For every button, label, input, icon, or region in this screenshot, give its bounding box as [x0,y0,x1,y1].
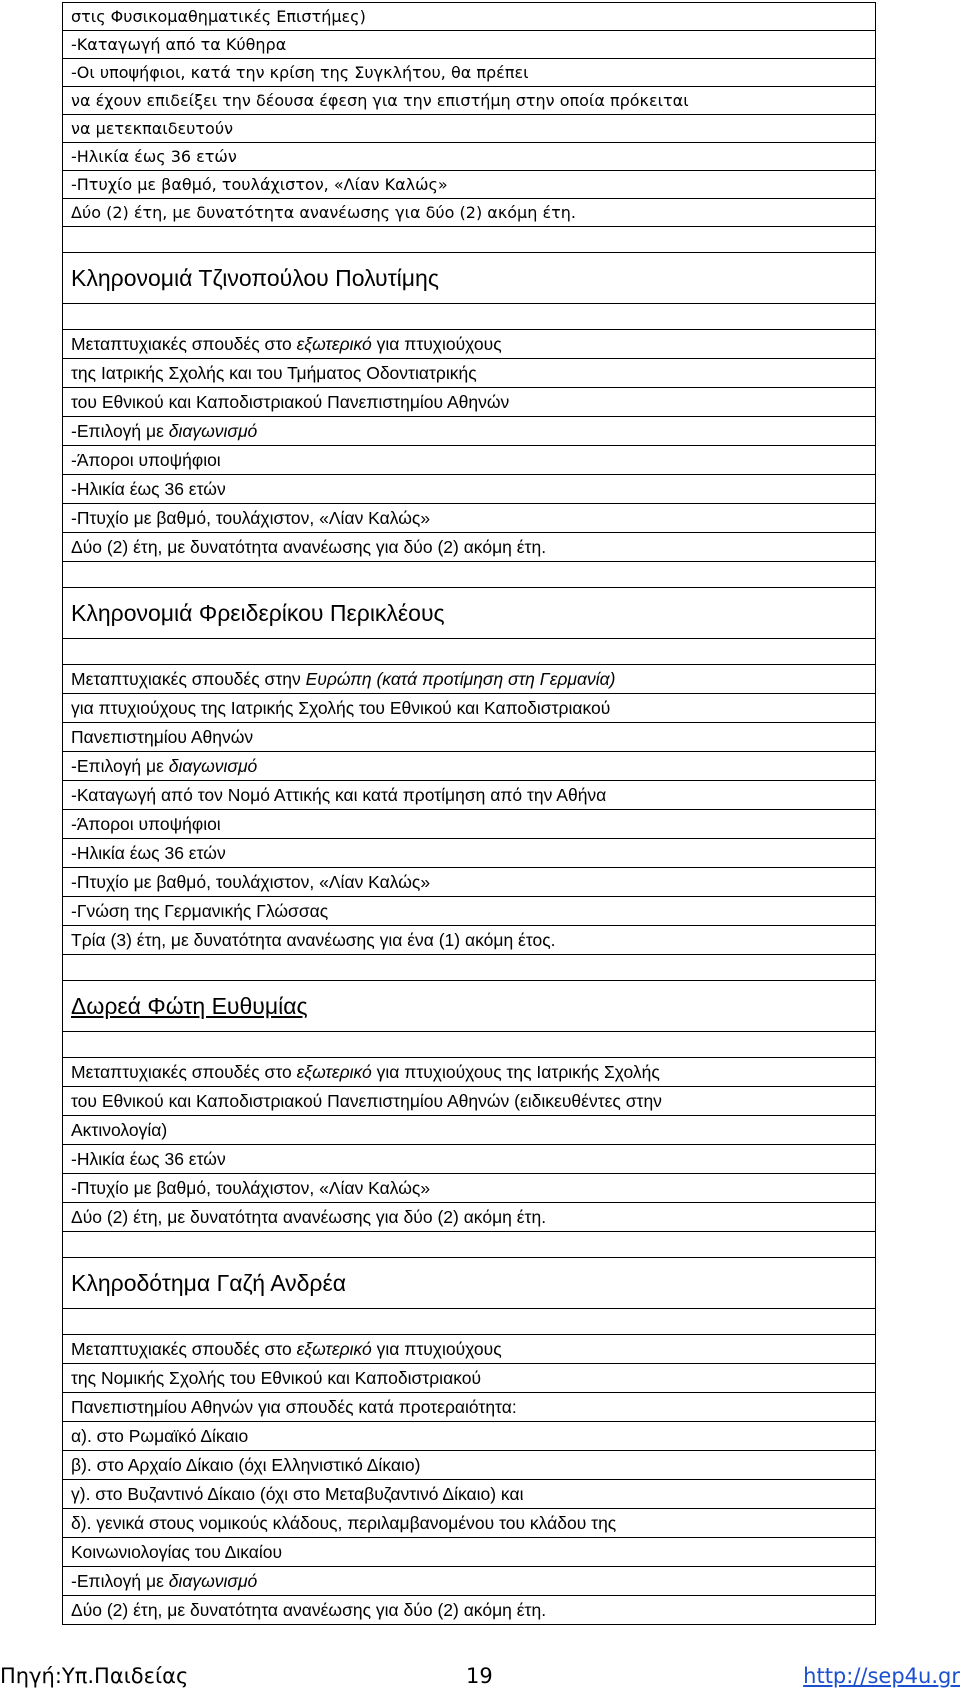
text-row: Ακτινολογία) [63,1116,875,1145]
text-row: του Εθνικού και Καποδιστριακού Πανεπιστημίου Αθηνών [63,388,875,417]
empty-row [63,955,875,981]
text-row: -Γνώση της Γερμανικής Γλώσσας [63,897,875,926]
text-row: Κοινωνιολογίας του Δικαίου [63,1538,875,1567]
page-number: 19 [466,1664,493,1688]
section-title: Κληρονομιά Τζινοπούλου Πολυτίμης [63,253,875,304]
text-row: Μεταπτυχιακές σπουδές στο εξωτερικό για πτυχιούχους [63,330,875,359]
text-row: -Πτυχίο με βαθμό, τουλάχιστον, «Λίαν Καλώς» [63,171,875,199]
empty-row [63,1232,875,1258]
text-row: -Οι υποψήφιοι, κατά την κρίση της Συγκλήτου, θα πρέπει [63,59,875,87]
empty-row [63,639,875,665]
text-row: α). στο Ρωμαϊκό Δίκαιο [63,1422,875,1451]
text-row: Δύο (2) έτη, με δυνατότητα ανανέωσης για δύο (2) ακόμη έτη. [63,1203,875,1232]
empty-row [63,304,875,330]
text-row: για πτυχιούχους της Ιατρικής Σχολής του Εθνικού και Καποδιστριακού [63,694,875,723]
section-title: Δωρεά Φώτη Ευθυμίας [63,981,875,1032]
section-title: Κληροδότημα Γαζή Ανδρέα [63,1258,875,1309]
text-row: να έχουν επιδείξει την δέουσα έφεση για την επιστήμη στην οποία πρόκειται [63,87,875,115]
empty-row [63,562,875,588]
empty-row [63,1032,875,1058]
text-row: -Ηλικία έως 36 ετών [63,839,875,868]
text-row: Μεταπτυχιακές σπουδές στο εξωτερικό για πτυχιούχους της Ιατρικής Σχολής [63,1058,875,1087]
text-row: -Πτυχίο με βαθμό, τουλάχιστον, «Λίαν Καλώς» [63,868,875,897]
text-row: -Πτυχίο με βαθμό, τουλάχιστον, «Λίαν Καλώς» [63,1174,875,1203]
text-row: στις Φυσικομαθηματικές Επιστήμες) [63,3,875,31]
text-row: -Επιλογή με διαγωνισμό [63,752,875,781]
empty-row [63,1309,875,1335]
text-row: δ). γενικά στους νομικούς κλάδους, περιλαμβανομένου του κλάδου της [63,1509,875,1538]
footer-source: Πηγή:Υπ.Παιδείας [0,1664,189,1688]
text-row: -Άποροι υποψήφιοι [63,810,875,839]
text-row: Δύο (2) έτη, με δυνατότητα ανανέωσης για δύο (2) ακόμη έτη. [63,199,875,227]
text-row: Δύο (2) έτη, με δυνατότητα ανανέωσης για δύο (2) ακόμη έτη. [63,533,875,562]
text-row: γ). στο Βυζαντινό Δίκαιο (όχι στο Μεταβυζαντινό Δίκαιο) και [63,1480,875,1509]
text-row: -Ηλικία έως 36 ετών [63,475,875,504]
text-row: Τρία (3) έτη, με δυνατότητα ανανέωσης για ένα (1) ακόμη έτος. [63,926,875,955]
text-row: -Επιλογή με διαγωνισμό [63,1567,875,1596]
text-row: -Επιλογή με διαγωνισμό [63,417,875,446]
text-row: -Καταγωγή από τον Νομό Αττικής και κατά προτίμηση από την Αθήνα [63,781,875,810]
text-row: της Νομικής Σχολής του Εθνικού και Καποδιστριακού [63,1364,875,1393]
text-row: Πανεπιστημίου Αθηνών [63,723,875,752]
text-row: Μεταπτυχιακές σπουδές στην Ευρώπη (κατά προτίμηση στη Γερμανία) [63,665,875,694]
text-row: Δύο (2) έτη, με δυνατότητα ανανέωσης για δύο (2) ακόμη έτη. [63,1596,875,1625]
text-row: -Ηλικία έως 36 ετών [63,1145,875,1174]
text-row: Πανεπιστημίου Αθηνών για σπουδές κατά προτεραιότητα: [63,1393,875,1422]
footer-link[interactable]: http://sep4u.gr [803,1664,960,1688]
text-row: -Πτυχίο με βαθμό, τουλάχιστον, «Λίαν Καλώς» [63,504,875,533]
empty-row [63,227,875,253]
text-row: β). στο Αρχαίο Δίκαιο (όχι Ελληνιστικό Δίκαιο) [63,1451,875,1480]
text-row: της Ιατρικής Σχολής και του Τμήματος Οδοντιατρικής [63,359,875,388]
section-title: Κληρονομιά Φρειδερίκου Περικλέους [63,588,875,639]
page-footer [0,1664,960,1694]
text-row: Μεταπτυχιακές σπουδές στο εξωτερικό για πτυχιούχους [63,1335,875,1364]
scholarship-table [62,2,876,1625]
text-row: -Καταγωγή από τα Κύθηρα [63,31,875,59]
text-row: -Ηλικία έως 36 ετών [63,143,875,171]
text-row: -Άποροι υποψήφιοι [63,446,875,475]
text-row: να μετεκπαιδευτούν [63,115,875,143]
text-row: του Εθνικού και Καποδιστριακού Πανεπιστημίου Αθηνών (ειδικευθέντες στην [63,1087,875,1116]
